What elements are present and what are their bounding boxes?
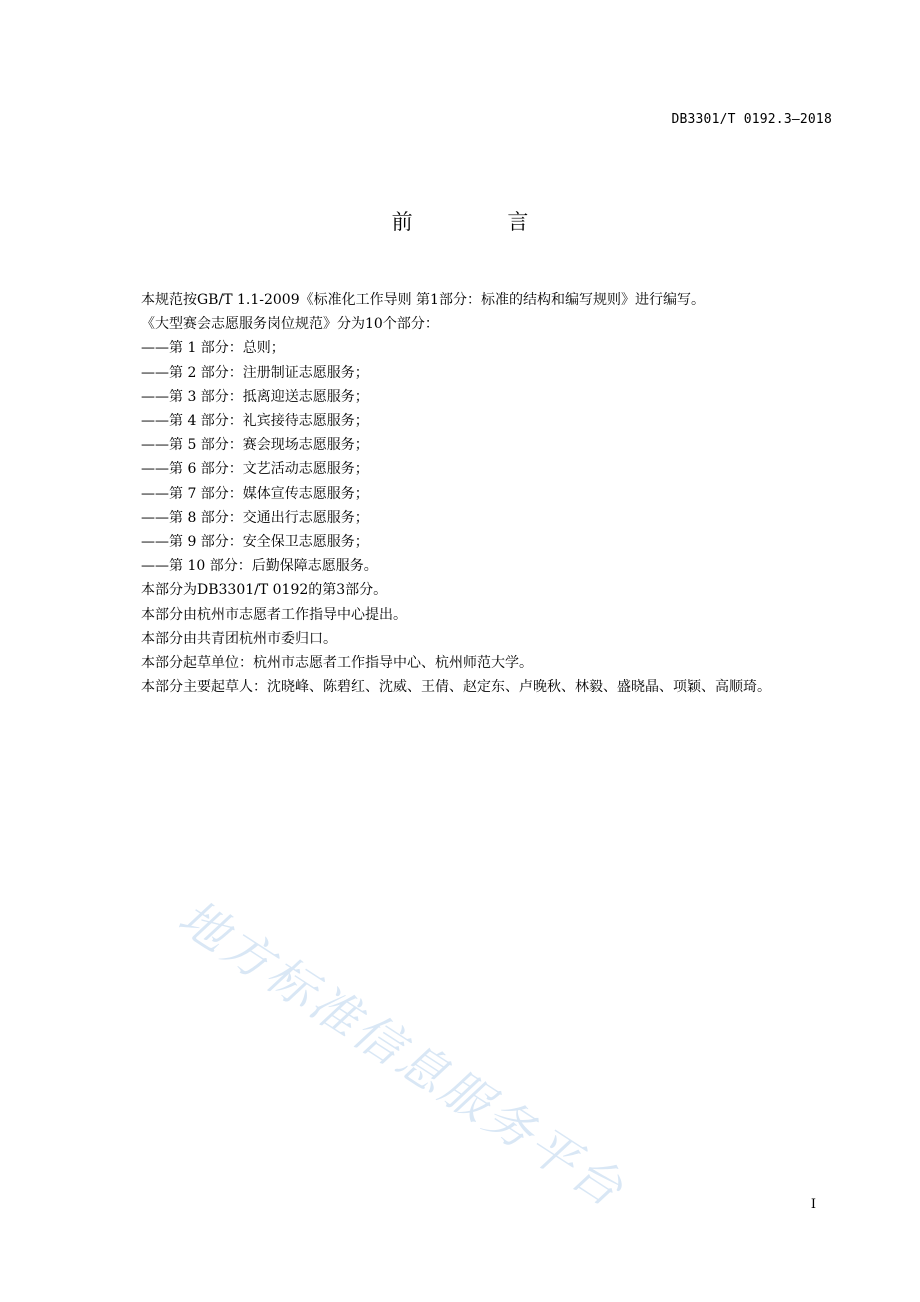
list-item-part-9: ——第 9 部分：安全保卫志愿服务；: [141, 534, 369, 551]
page-number: I: [810, 1197, 816, 1212]
list-item-part-4: ——第 4 部分：礼宾接待志愿服务；: [141, 413, 369, 430]
list-item-part-8: ——第 8 部分：交通出行志愿服务；: [141, 509, 369, 526]
list-item-part-6: ——第 6 部分：文艺活动志愿服务；: [141, 461, 369, 478]
list-item-part-2: ——第 2 部分：注册制证志愿服务；: [141, 364, 369, 381]
paragraph-drafters: 本部分主要起草人：沈晓峰、陈碧红、沈威、王倩、赵定东、卢晚秋、林毅、盛晓晶、项颖、高顺琦。: [141, 679, 771, 696]
list-item-part-7: ——第 7 部分：媒体宣传志愿服务；: [141, 485, 369, 502]
document-code: DB3301/T 0192.3—2018: [671, 112, 832, 127]
paragraph-drafting-rules: 本规范按GB/T 1.1-2009《标准化工作导则 第1部分：标准的结构和编写规则》进行编写。: [141, 292, 705, 308]
list-item-part-3: ——第 3 部分：抵离迎送志愿服务；: [141, 388, 369, 405]
watermark: 地方标准信息服务平台: [168, 889, 636, 1220]
paragraph-part-statement: 本部分为DB3301/T 0192的第3部分。: [141, 582, 388, 599]
paragraph-centralized-by: 本部分由共青团杭州市委归口。: [141, 630, 337, 647]
paragraph-proposer: 本部分由杭州市志愿者工作指导中心提出。: [141, 606, 407, 623]
list-item-part-5: ——第 5 部分：赛会现场志愿服务；: [141, 437, 369, 454]
foreword-body: [112, 288, 834, 699]
list-item-part-10: ——第 10 部分：后勤保障志愿服务。: [141, 558, 378, 575]
list-item-part-1: ——第 1 部分：总则；: [141, 340, 285, 357]
paragraph-drafting-units: 本部分起草单位：杭州市志愿者工作指导中心、杭州师范大学。: [141, 655, 533, 672]
page-title: 前 言: [391, 210, 573, 234]
paragraph-parts-intro: 《大型赛会志愿服务岗位规范》分为10个部分：: [141, 316, 439, 333]
